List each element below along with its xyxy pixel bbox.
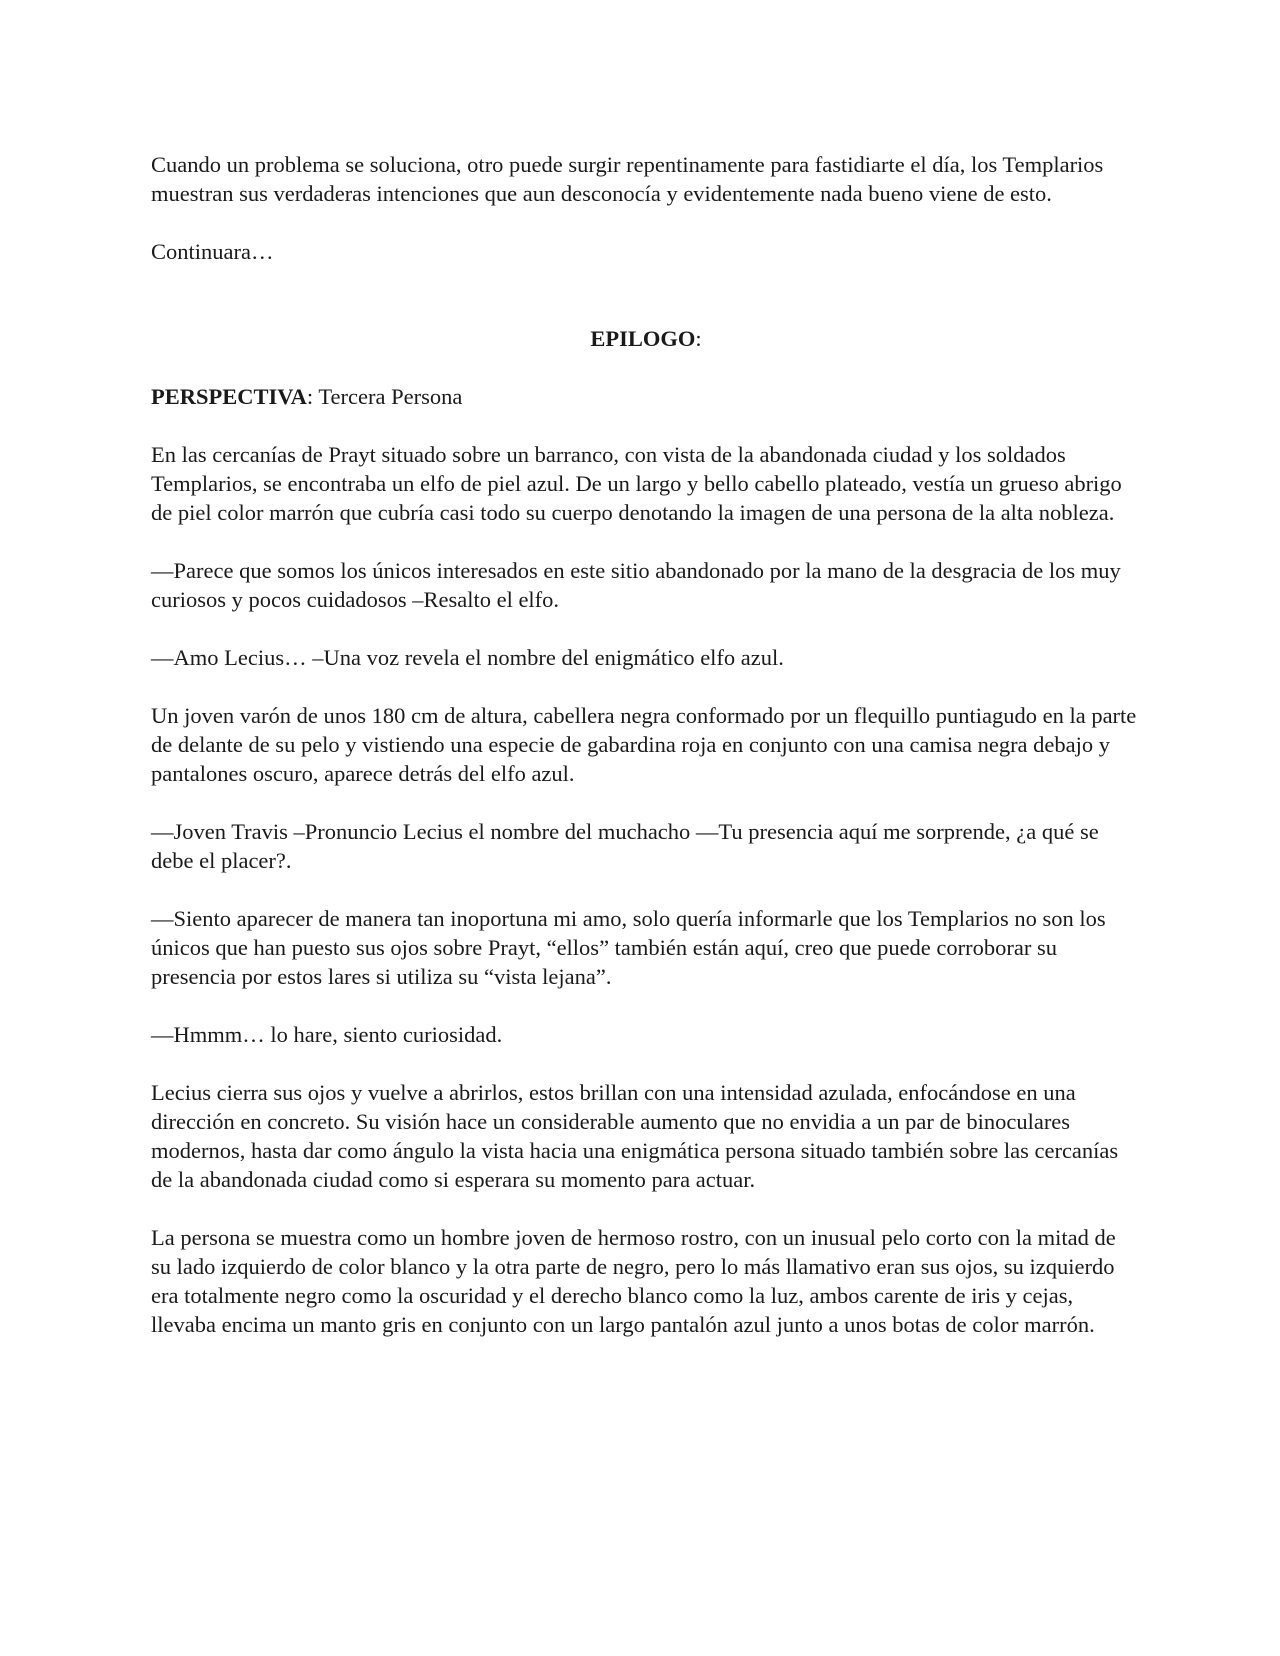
body-paragraph: Lecius cierra sus ojos y vuelve a abrirlos, estos brillan con una intensidad azulada, enfocándose en una dirección en concreto. Su visión hace un considerable aumento que no envidia a un par de binoculares modernos, hasta dar como ángulo la vista hacia una enigmática persona situado también sobre las cercanías de la abandonada ciudad como si esperara su momento para actuar. <box>151 1080 1119 1192</box>
section-spacer <box>151 295 1141 324</box>
body-paragraph: —Parece que somos los únicos interesados en este sitio abandonado por la mano de la desgracia de los muy curiosos y pocos cuidadosos –Resalto el elfo. <box>151 558 1121 612</box>
body-paragraph: Un joven varón de unos 180 cm de altura, cabellera negra conformado por un flequillo puntiagudo en la parte de delante de su pelo y vistiendo una especie de gabardina roja en conjunto con una camisa negra debajo y pantalones oscuro, aparece detrás del elfo azul. <box>151 703 1137 786</box>
document-page <box>151 150 1141 1368</box>
epilogue-heading-text: EPILOGO <box>590 326 696 351</box>
body-paragraph: —Hmmm… lo hare, siento curiosidad. <box>151 1022 503 1047</box>
body-paragraph: La persona se muestra como un hombre joven de hermoso rostro, con un inusual pelo corto con la mitad de su lado izquierdo de color blanco y la otra parte de negro, pero lo más llamativo eran sus ojos, su izquierdo era totalmente negro como la oscuridad y el derecho blanco como la luz, ambos carente de iris y cejas, llevaba encima un manto gris en conjunto con un largo pantalón azul junto a unos botas de color marrón. <box>151 1225 1116 1337</box>
perspective-line <box>151 382 1141 411</box>
perspective-value: : Tercera Persona <box>306 384 463 409</box>
epilogue-heading-colon: : <box>695 326 702 351</box>
intro-paragraph: Cuando un problema se soluciona, otro puede surgir repentinamente para fastidiarte el día, los Templarios muestran sus verdaderas intenciones que aun desconocía y evidentemente nada bueno viene de esto. <box>151 152 1104 206</box>
body-paragraph: En las cercanías de Prayt situado sobre un barranco, con vista de la abandonada ciudad y los soldados Templarios, se encontraba un elfo de piel azul. De un largo y bello cabello plateado, vestía un grueso abrigo de piel color marrón que cubría casi todo su cuerpo denotando la imagen de una persona de la alta nobleza. <box>151 442 1122 525</box>
body-paragraph: —Amo Lecius… –Una voz revela el nombre del enigmático elfo azul. <box>151 645 784 670</box>
perspective-label: PERSPECTIVA <box>151 384 307 409</box>
continued-text: Continuara… <box>151 239 274 264</box>
body-paragraph: —Joven Travis –Pronuncio Lecius el nombre del muchacho —Tu presencia aquí me sorprende, ¿a qué se debe el placer?. <box>151 819 1099 873</box>
epilogue-heading <box>151 324 1141 353</box>
body-paragraph: —Siento aparecer de manera tan inoportuna mi amo, solo quería informarle que los Templarios no son los únicos que han puesto sus ojos sobre Prayt, “ellos” también están aquí, creo que puede corroborar su presencia por estos lares si utiliza su “vista lejana”. <box>151 906 1106 989</box>
